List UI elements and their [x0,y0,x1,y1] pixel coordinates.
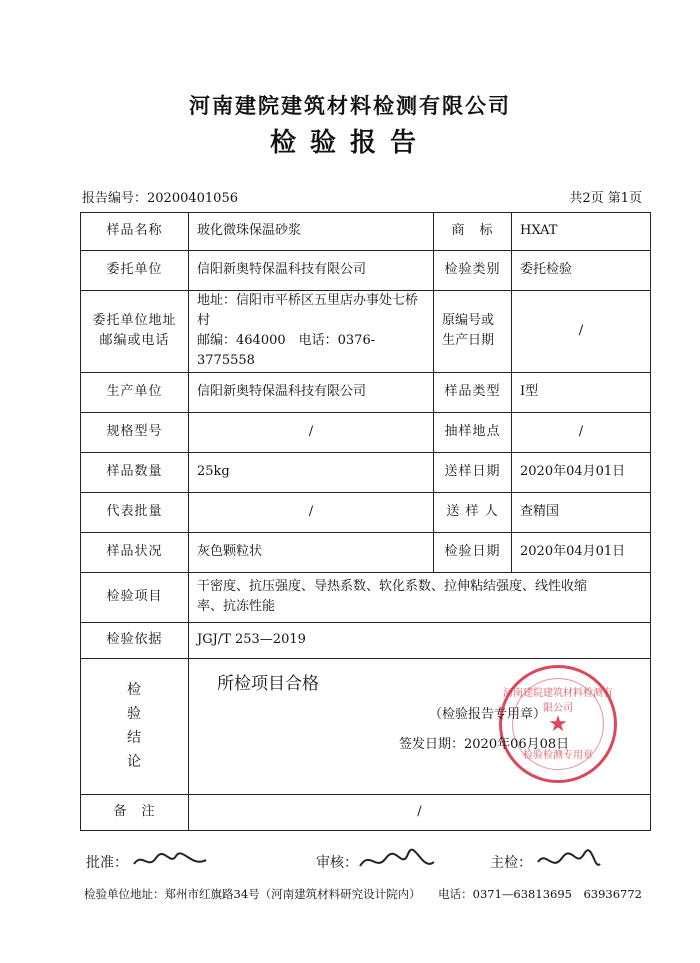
table-row [81,412,651,452]
sample-name-label: 样品名称 [81,213,189,251]
conclusion-label-char: 检 [127,682,142,699]
sample-name-value: 玻化微珠保温砂浆 [189,213,434,251]
conclusion-label-char: 论 [127,754,142,771]
test-items-line2: 率、抗冻性能 [197,599,276,615]
table-row [81,794,651,830]
test-date-value: 2020年04月01日 [512,532,651,572]
condition-label: 样品状况 [81,532,189,572]
sample-type-value: Ⅰ型 [512,372,651,412]
reviewer-signature [356,846,436,876]
original-no-label-line2: 生产日期 [442,333,495,349]
sender-label: 送 样 人 [434,492,512,532]
test-basis-label: 检验依据 [81,622,189,658]
table-row [81,452,651,492]
seal-text-top: 河南建院建筑材料检测有限公司 [503,687,613,715]
sender-value: 查精国 [512,492,651,532]
sampling-site-value: / [512,412,651,452]
test-basis-value: JGJ/T 253—2019 [189,622,651,658]
delivery-date-value: 2020年04月01日 [512,452,651,492]
table-row [81,572,651,622]
trademark-value: HXAT [512,213,651,251]
client-value: 信阳新奥特保温科技有限公司 [189,251,434,291]
client-label: 委托单位 [81,251,189,291]
stamp-note: （检验报告专用章） [429,706,547,722]
conclusion-cell [189,658,651,794]
producer-value: 信阳新奥特保温科技有限公司 [189,372,434,412]
test-items-label: 检验项目 [81,572,189,622]
table-row [81,372,651,412]
test-items-value [189,572,651,622]
conclusion-label-char: 验 [127,706,142,723]
inspector-signature [534,846,604,876]
client-address-value [189,291,434,373]
footer-phone: 电话：0371—63813695 63936772 [438,887,642,901]
quantity-value: 25kg [189,452,434,492]
test-items-line1: 干密度、抗压强度、导热系数、软化系数、拉伸粘结强度、线性收缩 [197,578,588,594]
table-row [81,492,651,532]
review-label: 审核： [316,855,358,871]
spec-label: 规格型号 [81,412,189,452]
table-row [81,532,651,572]
table-row [81,291,651,373]
test-date-label: 检验日期 [434,532,512,572]
condition-value: 灰色颗粒状 [189,532,434,572]
conclusion-text: 所检项目合格 [217,673,319,694]
report-table [80,212,651,831]
conclusion-label-char: 结 [127,730,142,747]
remarks-label: 备 注 [81,794,189,830]
table-row [81,251,651,291]
trademark-label: 商 标 [434,213,512,251]
producer-label: 生产单位 [81,372,189,412]
company-name: 河南建院建筑材料检测有限公司 [189,94,511,118]
table-row [81,622,651,658]
batch-label: 代表批量 [81,492,189,532]
original-no-value: / [512,291,651,373]
approver-signature [130,846,210,876]
client-address-label-line1: 委托单位地址 [92,313,177,329]
client-address-label-line2: 邮编或电话 [99,333,170,349]
approve-label: 批准： [86,855,128,871]
seal-text-bottom: 检验检测专用章 [523,749,593,761]
batch-value: / [189,492,434,532]
delivery-date-label: 送样日期 [434,452,512,492]
original-no-label-line1: 原编号或 [442,313,495,329]
client-postcode-phone: 邮编：464000 电话：0376-3775558 [197,333,376,369]
quantity-label: 样品数量 [81,452,189,492]
sampling-site-label: 抽样地点 [434,412,512,452]
spec-value: / [189,412,434,452]
inspection-type-label: 检验类别 [434,251,512,291]
issue-date: 签发日期：2020年06月08日 [399,736,570,752]
inspector-label: 主检： [490,855,532,871]
remarks-value: / [189,794,651,830]
report-number: 报告编号：20200401056 [82,191,238,206]
table-row [81,658,651,794]
sample-type-label: 样品类型 [434,372,512,412]
client-address-label [81,291,189,373]
seal-star-icon: ★ [548,711,568,737]
table-row [81,213,651,251]
page-count: 共2页 第1页 [569,191,642,206]
client-address-line: 地址：信阳市平桥区五里店办事处七桥村 [197,293,419,329]
footer-address: 检验单位地址：郑州市红旗路34号（河南建筑材料研究设计院内） [84,887,421,901]
inspection-type-value: 委托检验 [512,251,651,291]
original-no-label [434,291,512,373]
report-title: 检验报告 [269,128,430,158]
conclusion-label [81,658,189,794]
